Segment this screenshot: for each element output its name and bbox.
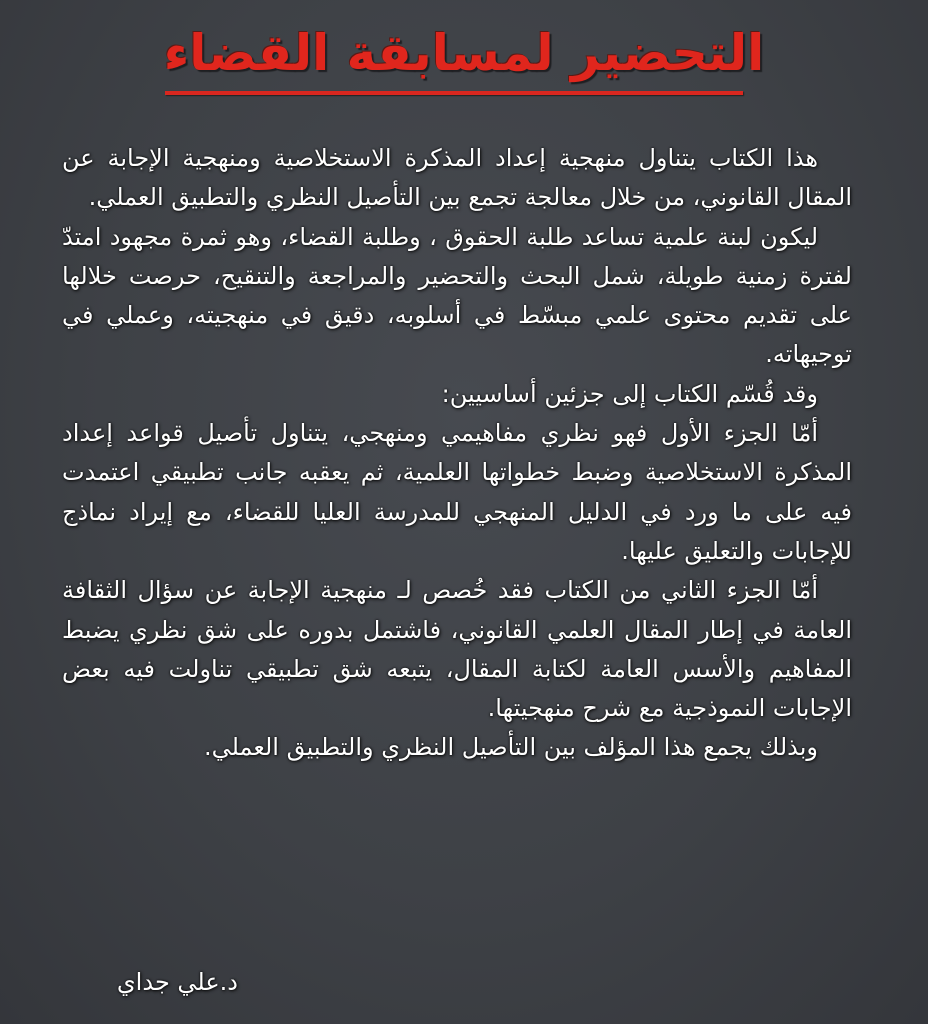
- title-underline: [165, 91, 743, 95]
- blurb-text: [62, 139, 852, 768]
- blurb-paragraph-5: أمّا الجزء الثاني من الكتاب فقد خُصص لـ منهجية الإجابة عن سؤال الثقافة العامة في إطار المقال العلمي القانوني، فاشتمل بدوره على شق نظري يضبط المفاهيم والأسس العامة لكتابة المقال، يتبعه شق تطبيقي تناولت فيه بعض الإجابات النموذجية مع شرح منهجيتها.: [62, 576, 852, 723]
- blurb-paragraph-2: ليكون لبنة علمية تساعد طلبة الحقوق ، وطلبة القضاء، وهو ثمرة مجهود امتدّ لفترة زمنية طويلة، شمل البحث والتحضير والمراجعة والتنقيح، حرصت خلالها على تقديم محتوى علمي مبسّط في أسلوبه، دقيق في منهجيته، وعملي في توجيهاته.: [62, 222, 852, 369]
- blurb-paragraph-1: هذا الكتاب يتناول منهجية إعداد المذكرة الاستخلاصية ومنهجية الإجابة عن المقال القانوني، من خلال معالجة تجمع بين التأصيل النظري والتطبيق العملي.: [62, 144, 852, 212]
- author-name: د.علي جداي: [116, 968, 238, 996]
- cover-title: التحضير لمسابقة القضاء: [163, 24, 765, 82]
- blurb-paragraph-6: وبذلك يجمع هذا المؤلف بين التأصيل النظري والتطبيق العملي.: [203, 733, 818, 762]
- blurb-paragraph-4: أمّا الجزء الأول فهو نظري مفاهيمي ومنهجي، يتناول تأصيل قواعد إعداد المذكرة الاستخلاصية وضبط خطواتها العلمية، ثم يعقبه جانب تطبيقي اعتمدت فيه على ما ورد في الدليل المنهجي للمدرسة العليا للقضاء، مع إيراد نماذج للإجابات والتعليق عليها.: [62, 419, 852, 565]
- blurb-paragraph-3: وقد قُسّم الكتاب إلى جزئين أساسيين:: [441, 379, 818, 408]
